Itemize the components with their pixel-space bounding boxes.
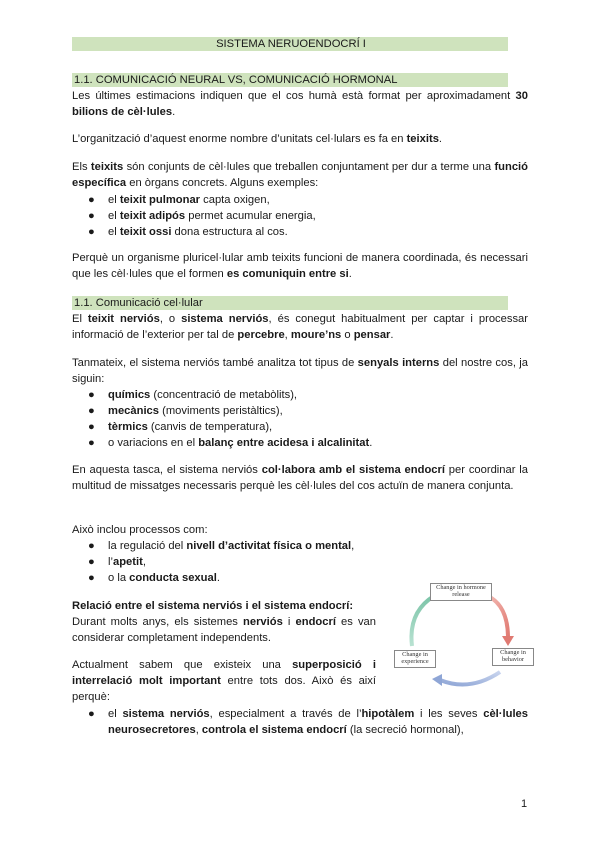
list-item: [90, 538, 528, 554]
text: ,: [195, 724, 202, 736]
text: .: [172, 106, 176, 119]
bold-text: teixits: [90, 161, 124, 173]
text: , especialment a través de l’: [209, 708, 362, 720]
text: dona estructura al cos.: [171, 226, 288, 238]
text: Els: [72, 161, 91, 173]
bold-text: nivell d’activitat física o mental: [186, 540, 352, 552]
arrow-left: [411, 596, 434, 646]
bold-text: conducta sexual: [129, 572, 217, 584]
list-item: [90, 706, 528, 738]
text: Durant molts anys, els sistemes: [72, 616, 244, 629]
bullet-icon: ●: [88, 540, 95, 552]
hormone-behavior-cycle-diagram: [400, 580, 525, 692]
text: el: [108, 210, 120, 222]
bold-text: sistema nerviós: [181, 313, 269, 325]
text: (canvis de temperatura),: [147, 421, 273, 433]
bullet-icon: ●: [88, 389, 95, 401]
arrow-head: [502, 636, 514, 646]
paragraph: [72, 88, 528, 120]
text: , o: [159, 313, 182, 325]
text: o variacions en el: [108, 437, 199, 449]
arrow-top-right: [488, 596, 508, 638]
text: i les seves: [414, 708, 484, 720]
text: en òrgans concrets. Alguns exemples:: [126, 177, 319, 190]
bold-text: teixit pulmonar: [119, 194, 201, 206]
arrow-head: [432, 674, 442, 686]
paragraph: [72, 598, 376, 647]
bullet-icon: ●: [88, 437, 95, 449]
text: Actualment sabem que existeix una: [72, 659, 293, 671]
bold-text: teixit adipós: [119, 210, 186, 222]
paragraph: [72, 159, 528, 191]
text: del nostre cos, ja siguin:: [72, 357, 528, 386]
arrow-bottom: [440, 672, 500, 685]
text: es van considerar completament independents.: [72, 616, 377, 645]
bold-text: apetit: [112, 556, 143, 568]
text: L’organització d’aquest enorme nombre d’unitats cel·lulars es fa en: [72, 133, 407, 145]
bold-text: controla el sistema endocrí: [201, 724, 347, 736]
text: .: [438, 133, 443, 145]
list-item: [90, 192, 528, 208]
text: .: [390, 329, 394, 342]
list-item: [90, 224, 528, 240]
text: entre tots dos. Això és així perquè:: [72, 675, 376, 704]
section-heading: 1.1. COMUNICACIÓ NEURAL VS, COMUNICACIÓ HORMONAL: [74, 74, 398, 86]
list-item: [90, 387, 528, 403]
bold-text: balanç entre acidesa i alcalinitat: [198, 437, 370, 449]
bold-text: teixits: [406, 133, 439, 145]
subsection-heading: 1.1. Comunicació cel·lular: [74, 297, 203, 309]
bold-text: funció específica: [72, 161, 528, 190]
subsection-heading-bar: [72, 296, 508, 310]
text: En aquesta tasca, el sistema nerviós: [72, 464, 262, 476]
bold-text: tèrmics: [108, 421, 148, 433]
text: Les últimes estimacions indiquen que el cos humà està format per aproximadament: [72, 90, 516, 102]
title-bar: [72, 37, 508, 51]
text: , és conegut habitualment per captar i processar informació de l’exterior per tal de: [72, 313, 528, 342]
paragraph: [72, 250, 528, 282]
section-heading-bar: [72, 73, 508, 87]
bold-text: pensar: [353, 329, 391, 342]
text: Perquè un organisme pluricel·lular amb teixits funcioni de manera coordinada, és necessari que les cèl·lules que el formen: [72, 252, 528, 281]
text: (la secreció hormonal),: [346, 724, 464, 736]
bullet-icon: ●: [88, 556, 95, 568]
list-item: [90, 403, 528, 419]
bold-text: teixit nerviós: [87, 313, 160, 325]
document-title: SISTEMA NERUOENDOCRÍ I: [216, 38, 366, 50]
paragraph: [72, 462, 528, 494]
text: ,: [351, 540, 355, 552]
paragraph: Això inclou processos com:: [72, 524, 208, 536]
list-item: [90, 435, 528, 451]
text: Tanmateix, el sistema nerviós també analitza tot tipus de: [72, 357, 358, 369]
text: i: [282, 616, 296, 629]
bullet-icon: ●: [88, 421, 95, 433]
bold-text: cèl·lules neurosecretores: [108, 708, 528, 736]
text: el: [108, 708, 123, 720]
bold-text: senyals interns: [357, 357, 440, 369]
bullet-icon: ●: [88, 708, 95, 720]
bold-text: moure’ns: [290, 329, 342, 342]
box-experience: Change in experience: [394, 650, 436, 668]
bullet-icon: ●: [88, 210, 95, 222]
page-number: 1: [521, 798, 528, 810]
list-item: [90, 419, 528, 435]
text: el: [108, 226, 120, 238]
bold-text: nerviós: [243, 616, 283, 629]
bold-text: es comuniquin entre si: [226, 268, 349, 281]
bold-text: superposició i interrelació molt important: [72, 659, 376, 688]
box-hormone-release: Change in hormone release: [430, 583, 492, 601]
paragraph: [72, 657, 376, 706]
text: són conjunts de cèl·lules que treballen conjuntament per dur a terme una: [123, 161, 495, 173]
paragraph: [72, 311, 528, 343]
text: el: [108, 194, 120, 206]
bold-text: teixit ossi: [119, 226, 172, 238]
bold-text: sistema nerviós: [122, 708, 210, 720]
text: .: [348, 268, 352, 281]
text: ,: [142, 556, 146, 568]
list-item: [90, 554, 528, 570]
bold-text: percebre: [237, 329, 285, 342]
bullet-icon: ●: [88, 405, 95, 417]
text: capta oxigen,: [200, 194, 270, 206]
text: l’: [108, 556, 113, 568]
bullet-icon: ●: [88, 572, 95, 584]
bold-heading: Relació entre el sistema nerviós i el sistema endocrí:: [72, 600, 354, 612]
list-item: [90, 208, 528, 224]
bold-text: col·labora amb el sistema endocrí: [261, 464, 445, 476]
bold-text: mecànics: [108, 405, 159, 417]
bold-text: endocrí: [295, 616, 336, 629]
text: o: [341, 329, 354, 342]
bold-text: 30 bilions de cèl·lules: [72, 90, 528, 119]
text: la regulació del: [108, 540, 187, 552]
paragraph: [72, 131, 528, 147]
text: El: [72, 313, 88, 325]
box-behavior: Change in behavior: [492, 648, 534, 666]
bullet-icon: ●: [88, 226, 95, 238]
bullet-icon: ●: [88, 194, 95, 206]
bold-text: químics: [108, 389, 151, 401]
text: .: [369, 437, 373, 449]
text: ,: [284, 329, 291, 342]
text: per coordinar la multitud de missatges necessaris perquè les cèl·lules del cos actuïn de manera conjunta.: [72, 464, 529, 493]
text: .: [216, 572, 220, 584]
text: (concentració de metabòlits),: [150, 389, 298, 401]
text: o la: [108, 572, 130, 584]
text: (moviments peristàltics),: [159, 405, 283, 417]
bold-text: hipotàlem: [361, 708, 415, 720]
text: permet acumular energia,: [185, 210, 316, 222]
paragraph: [72, 355, 528, 387]
